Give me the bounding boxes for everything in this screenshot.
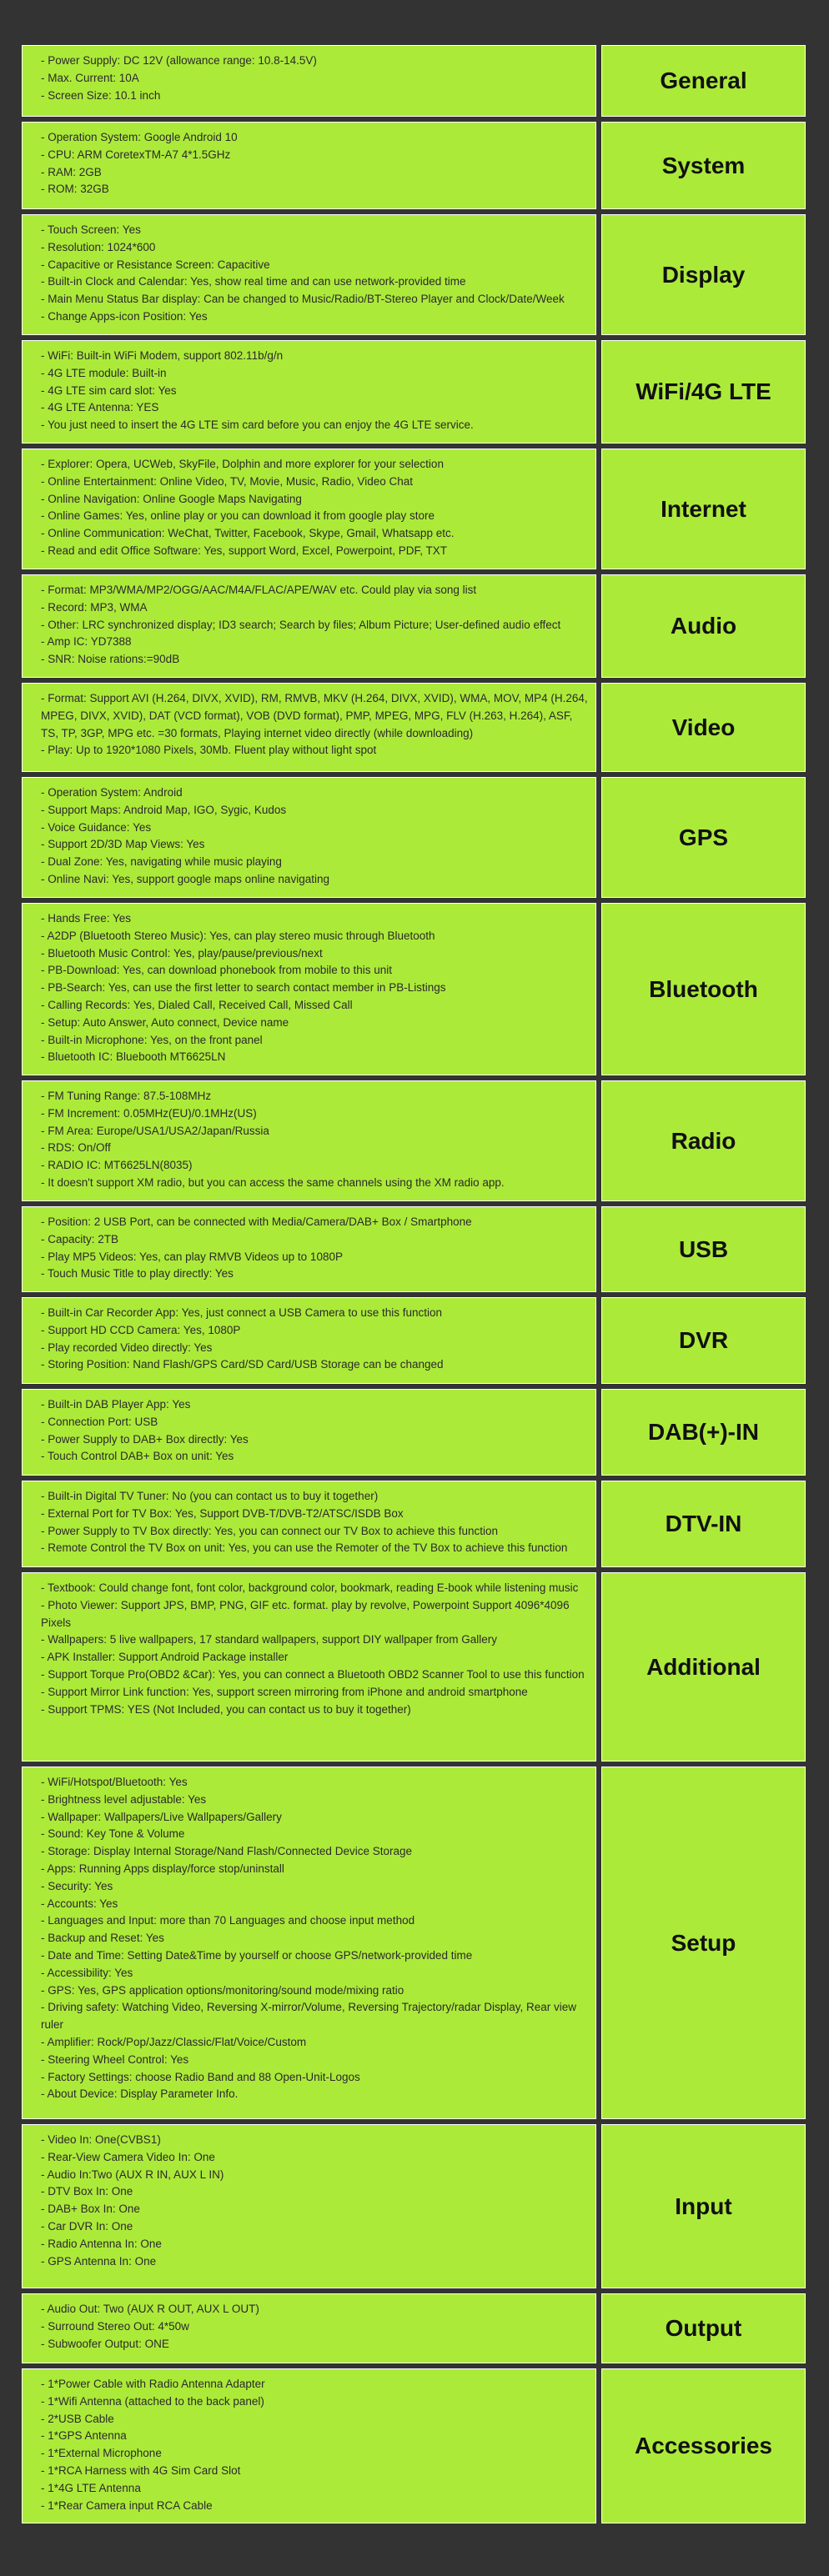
spec-line: - 1*GPS Antenna	[41, 2429, 127, 2443]
spec-line: - Amp IC: YD7388	[41, 635, 132, 649]
spec-row-additional	[22, 1572, 806, 1762]
spec-line: - Security: Yes	[41, 1879, 113, 1892]
spec-line: - Format: MP3/WMA/MP2/OGG/AAC/M4A/FLAC/APE/WAV etc. Could play via song list	[41, 584, 477, 596]
spec-line: - DAB+ Box In: One	[41, 2203, 140, 2216]
spec-line: - PB-Search: Yes, can use the first letter to search contact member in PB-Listings	[41, 981, 446, 995]
spec-row-internet	[22, 449, 806, 569]
spec-line: - 4G LTE module: Built-in	[41, 366, 167, 379]
spec-line: - Touch Music Title to play directly: Yes	[41, 1267, 234, 1280]
spec-line: - Steering Wheel Control: Yes	[41, 2052, 189, 2066]
spec-line: - Audio Out: Two (AUX R OUT, AUX L OUT)	[41, 2303, 259, 2315]
spec-line: - 1*RCA Harness with 4G Sim Card Slot	[41, 2463, 241, 2477]
spec-line: - RAM: 2GB	[41, 165, 102, 178]
spec-line: - 4G LTE sim card slot: Yes	[41, 383, 177, 397]
spec-line: - GPS: Yes, GPS application options/monitoring/sound mode/mixing ratio	[41, 1983, 404, 1997]
spec-line: - Date and Time: Setting Date&Time by yourself or choose GPS/network-provided time	[41, 1948, 473, 1962]
spec-title: Internet	[601, 449, 806, 569]
spec-line: - Position: 2 USB Port, can be connected with Media/Camera/DAB+ Box / Smartphone	[41, 1215, 472, 1228]
spec-line: - Storage: Display Internal Storage/Nand Flash/Connected Device Storage	[41, 1845, 412, 1858]
spec-details	[22, 2124, 596, 2288]
spec-line: - Connection Port: USB	[41, 1415, 158, 1428]
spec-row-accessories	[22, 2368, 806, 2523]
spec-row-audio	[22, 574, 806, 678]
spec-details	[22, 1572, 596, 1762]
spec-details	[22, 214, 596, 335]
spec-line: - Wallpapers: 5 live wallpapers, 17 standard wallpapers, support DIY wallpaper from Gallery	[41, 1633, 498, 1646]
spec-line: - Online Communication: WeChat, Twitter, Facebook, Skype, Gmail, Whatsapp etc.	[41, 527, 455, 540]
spec-line: - Factory Settings: choose Radio Band and 88 Open-Unit-Logos	[41, 2070, 360, 2083]
spec-line: - Record: MP3, WMA	[41, 600, 148, 614]
spec-line: - Bluetooth Music Control: Yes, play/pause/previous/next	[41, 946, 323, 960]
spec-line: - Support TPMS: YES (Not Included, you can contact us to buy it together)	[41, 1702, 411, 1716]
spec-line: - Built-in DAB Player App: Yes	[41, 1398, 191, 1411]
spec-row-dtv-in	[22, 1481, 806, 1567]
spec-line: - Audio In:Two (AUX R IN, AUX L IN)	[41, 2168, 224, 2181]
spec-line: - WiFi/Hotspot/Bluetooth: Yes	[41, 1776, 188, 1788]
spec-line: - Sound: Key Tone & Volume	[41, 1827, 185, 1841]
spec-title: GPS	[601, 777, 806, 898]
spec-title: Setup	[601, 1767, 806, 2119]
spec-details	[22, 1767, 596, 2119]
spec-line: - Play: Up to 1920*1080 Pixels, 30Mb. Fluent play without light spot	[41, 744, 377, 757]
spec-line: - You just need to insert the 4G LTE sim card before you can enjoy the 4G LTE service.	[41, 418, 474, 432]
spec-line: - External Port for TV Box: Yes, Support DVB-T/DVB-T2/ATSC/ISDB Box	[41, 1506, 404, 1520]
spec-line: - Support 2D/3D Map Views: Yes	[41, 838, 205, 851]
spec-line: - Main Menu Status Bar display: Can be changed to Music/Radio/BT-Stereo Player and Clock/Date/Week	[41, 293, 565, 306]
spec-line: - APK Installer: Support Android Package installer	[41, 1651, 289, 1664]
spec-line: - Apps: Running Apps display/force stop/uninstall	[41, 1862, 284, 1875]
spec-title: System	[601, 122, 806, 209]
spec-line: - Resolution: 1024*600	[41, 240, 156, 253]
spec-details	[22, 122, 596, 209]
spec-details	[22, 340, 596, 444]
spec-row-usb	[22, 1206, 806, 1292]
spec-line: - 4G LTE Antenna: YES	[41, 401, 159, 414]
spec-line: - Screen Size: 10.1 inch	[41, 88, 161, 102]
spec-line: - Textbook: Could change font, font color, background color, bookmark, reading E-book while listening music	[41, 1581, 579, 1594]
spec-line: - Accounts: Yes	[41, 1897, 118, 1910]
spec-line: - Online Entertainment: Online Video, TV, Movie, Music, Radio, Video Chat	[41, 474, 413, 488]
spec-row-gps	[22, 777, 806, 898]
spec-line: - Backup and Reset: Yes	[41, 1932, 164, 1945]
spec-title: DTV-IN	[601, 1481, 806, 1567]
spec-line: - It doesn't support XM radio, but you can access the same channels using the XM radio app.	[41, 1175, 505, 1189]
spec-row-radio	[22, 1080, 806, 1201]
spec-line: - Setup: Auto Answer, Auto connect, Device name	[41, 1015, 289, 1029]
spec-line: - DTV Box In: One	[41, 2185, 133, 2198]
spec-title: Audio	[601, 574, 806, 678]
spec-line: - RADIO IC: MT6625LN(8035)	[41, 1159, 193, 1172]
spec-row-setup	[22, 1767, 806, 2119]
spec-line: - Languages and Input: more than 70 Languages and choose input method	[41, 1914, 415, 1927]
spec-row-display	[22, 214, 806, 335]
spec-line: - Built-in Microphone: Yes, on the front panel	[41, 1033, 263, 1046]
spec-line: - Read and edit Office Software: Yes, support Word, Excel, Powerpoint, PDF, TXT	[41, 544, 447, 557]
spec-row-bluetooth	[22, 903, 806, 1075]
spec-line: - Built-in Digital TV Tuner: No (you can contact us to buy it together)	[41, 1490, 379, 1502]
spec-line: - Radio Antenna In: One	[41, 2237, 162, 2250]
spec-line: - Brightness level adjustable: Yes	[41, 1792, 207, 1806]
spec-title: Video	[601, 683, 806, 772]
spec-line: - Online Navi: Yes, support google maps online navigating	[41, 872, 329, 885]
spec-row-input	[22, 2124, 806, 2288]
spec-line: - 1*Rear Camera input RCA Cable	[41, 2498, 213, 2512]
spec-line: - Support Maps: Android Map, IGO, Sygic, Kudos	[41, 803, 287, 816]
spec-line: - 1*Power Cable with Radio Antenna Adapter	[41, 2378, 265, 2390]
spec-details	[22, 903, 596, 1075]
spec-line: - Online Games: Yes, online play or you can download it from google play store	[41, 509, 435, 523]
spec-title: Radio	[601, 1080, 806, 1201]
spec-line: - Power Supply: DC 12V (allowance range: 10.8-14.5V)	[41, 54, 317, 67]
spec-row-wifi-4g-lte	[22, 340, 806, 444]
spec-line: - CPU: ARM CoretexTM-A7 4*1.5GHz	[41, 148, 231, 161]
spec-line: - Support Torque Pro(OBD2 &Car): Yes, you can connect a Bluetooth OBD2 Scanner Tool to use this function	[41, 1667, 585, 1681]
spec-title: DAB(+)-IN	[601, 1389, 806, 1476]
spec-details	[22, 1481, 596, 1567]
spec-line: - Bluetooth IC: Bluebooth MT6625LN	[41, 1050, 226, 1064]
spec-line: - GPS Antenna In: One	[41, 2254, 157, 2268]
spec-line: - Capacity: 2TB	[41, 1232, 119, 1245]
spec-line: - Voice Guidance: Yes	[41, 820, 152, 834]
spec-line: - Photo Viewer: Support JPS, BMP, PNG, GIF etc. format. play by revolve, Powerpoint Support 4096*4096 Pixels	[41, 1598, 570, 1629]
spec-table	[22, 45, 806, 2528]
spec-line: - Wallpaper: Wallpapers/Live Wallpapers/Gallery	[41, 1810, 282, 1823]
spec-line: - Car DVR In: One	[41, 2219, 133, 2233]
spec-line: - Calling Records: Yes, Dialed Call, Received Call, Missed Call	[41, 998, 353, 1011]
spec-line: - 2*USB Cable	[41, 2412, 114, 2425]
spec-line: - Support Mirror Link function: Yes, support screen mirroring from iPhone and android smartphone	[41, 1685, 528, 1698]
spec-line: - Video In: One(CVBS1)	[41, 2133, 161, 2146]
spec-line: - A2DP (Bluetooth Stereo Music): Yes, can play stereo music through Bluetooth	[41, 929, 435, 942]
spec-title: Bluetooth	[601, 903, 806, 1075]
spec-details	[22, 1389, 596, 1476]
spec-details	[22, 1080, 596, 1201]
spec-line: - Power Supply to DAB+ Box directly: Yes	[41, 1432, 249, 1446]
spec-details	[22, 574, 596, 678]
spec-line: - 1*4G LTE Antenna	[41, 2481, 141, 2494]
spec-line: - Online Navigation: Online Google Maps Navigating	[41, 492, 302, 505]
spec-line: - PB-Download: Yes, can download phonebook from mobile to this unit	[41, 964, 393, 977]
spec-title: Input	[601, 2124, 806, 2288]
spec-line: - WiFi: Built-in WiFi Modem, support 802.11b/g/n	[41, 349, 284, 362]
spec-line: - Hands Free: Yes	[41, 912, 132, 925]
spec-line: - Touch Screen: Yes	[41, 223, 141, 236]
spec-row-system	[22, 122, 806, 209]
spec-line: - 1*Wifi Antenna (attached to the back panel)	[41, 2394, 264, 2408]
spec-title: Display	[601, 214, 806, 335]
spec-line: - Surround Stereo Out: 4*50w	[41, 2319, 189, 2333]
spec-line: - Play recorded Video directly: Yes	[41, 1341, 213, 1354]
spec-line: - Explorer: Opera, UCWeb, SkyFile, Dolphin and more explorer for your selection	[41, 458, 444, 470]
spec-line: - Max. Current: 10A	[41, 71, 139, 84]
spec-line: - Other: LRC synchronized display; ID3 search; Search by files; Album Picture; User-defined audio effect	[41, 618, 561, 631]
spec-title: Output	[601, 2293, 806, 2363]
spec-line: - FM Tuning Range: 87.5-108MHz	[41, 1090, 212, 1102]
spec-line: - Change Apps-icon Position: Yes	[41, 309, 208, 323]
spec-title: Accessories	[601, 2368, 806, 2523]
spec-line: - Dual Zone: Yes, navigating while music playing	[41, 855, 282, 869]
spec-line: - SNR: Noise rations:=90dB	[41, 653, 180, 666]
spec-line: - Built-in Clock and Calendar: Yes, show real time and can use network-provided time	[41, 275, 466, 288]
spec-line: - Amplifier: Rock/Pop/Jazz/Classic/Flat/Voice/Custom	[41, 2035, 307, 2048]
spec-row-output	[22, 2293, 806, 2363]
spec-row-dvr	[22, 1297, 806, 1384]
spec-details	[22, 2293, 596, 2363]
spec-line: - Operation System: Android	[41, 786, 183, 799]
spec-details	[22, 777, 596, 898]
spec-row-general	[22, 45, 806, 117]
spec-line: - RDS: On/Off	[41, 1141, 111, 1155]
spec-details	[22, 45, 596, 117]
spec-details	[22, 1297, 596, 1384]
spec-line: - Driving safety: Watching Video, Reversing X-mirror/Volume, Reversing Trajectory/radar Display, Rear view ruler	[41, 2001, 576, 2032]
spec-line: - Support HD CCD Camera: Yes, 1080P	[41, 1323, 241, 1336]
spec-line: - Play MP5 Videos: Yes, can play RMVB Videos up to 1080P	[41, 1250, 343, 1263]
spec-title: DVR	[601, 1297, 806, 1384]
spec-title: USB	[601, 1206, 806, 1292]
spec-row-video	[22, 683, 806, 772]
spec-title: Additional	[601, 1572, 806, 1762]
spec-line: - Remote Control the TV Box on unit: Yes, you can use the Remoter of the TV Box to achieve this function	[41, 1541, 568, 1555]
spec-line: - 1*External Microphone	[41, 2447, 162, 2460]
spec-line: - Subwoofer Output: ONE	[41, 2337, 169, 2350]
spec-line: - Accessibility: Yes	[41, 1966, 133, 1979]
spec-line: - Built-in Car Recorder App: Yes, just connect a USB Camera to use this function	[41, 1306, 442, 1319]
spec-line: - Power Supply to TV Box directly: Yes, you can connect our TV Box to achieve this function	[41, 1524, 499, 1537]
spec-line: - Touch Control DAB+ Box on unit: Yes	[41, 1450, 234, 1463]
spec-line: - FM Increment: 0.05MHz(EU)/0.1MHz(US)	[41, 1106, 257, 1120]
spec-line: - Capacitive or Resistance Screen: Capacitive	[41, 258, 270, 271]
spec-line: - About Device: Display Parameter Info.	[41, 2087, 239, 2101]
spec-details	[22, 683, 596, 772]
spec-line: - ROM: 32GB	[41, 183, 109, 196]
spec-line: - FM Area: Europe/USA1/USA2/Japan/Russia	[41, 1124, 269, 1137]
spec-line: - Rear-View Camera Video In: One	[41, 2150, 215, 2163]
spec-row-dab-in	[22, 1389, 806, 1476]
spec-title: General	[601, 45, 806, 117]
spec-line: - Storing Position: Nand Flash/GPS Card/SD Card/USB Storage can be changed	[41, 1358, 444, 1371]
spec-details	[22, 1206, 596, 1292]
spec-line: - Operation System: Google Android 10	[41, 131, 238, 143]
spec-details	[22, 2368, 596, 2523]
spec-line: - Format: Support AVI (H.264, DIVX, XVID), RM, RMVB, MKV (H.264, DIVX, XVID), WMA, MOV, MP4 (H.264, MPEG, DIVX, XVID), DAT (VCD format), VOB (DVD format), PMP, MPEG, MPG, FLV (H.263, H.264), ASF, TS, TP, 3GP, MPG etc. =30 formats, Playing internet video directly (while downloading)	[41, 692, 588, 739]
spec-details	[22, 449, 596, 569]
spec-title: WiFi/4G LTE	[601, 340, 806, 444]
